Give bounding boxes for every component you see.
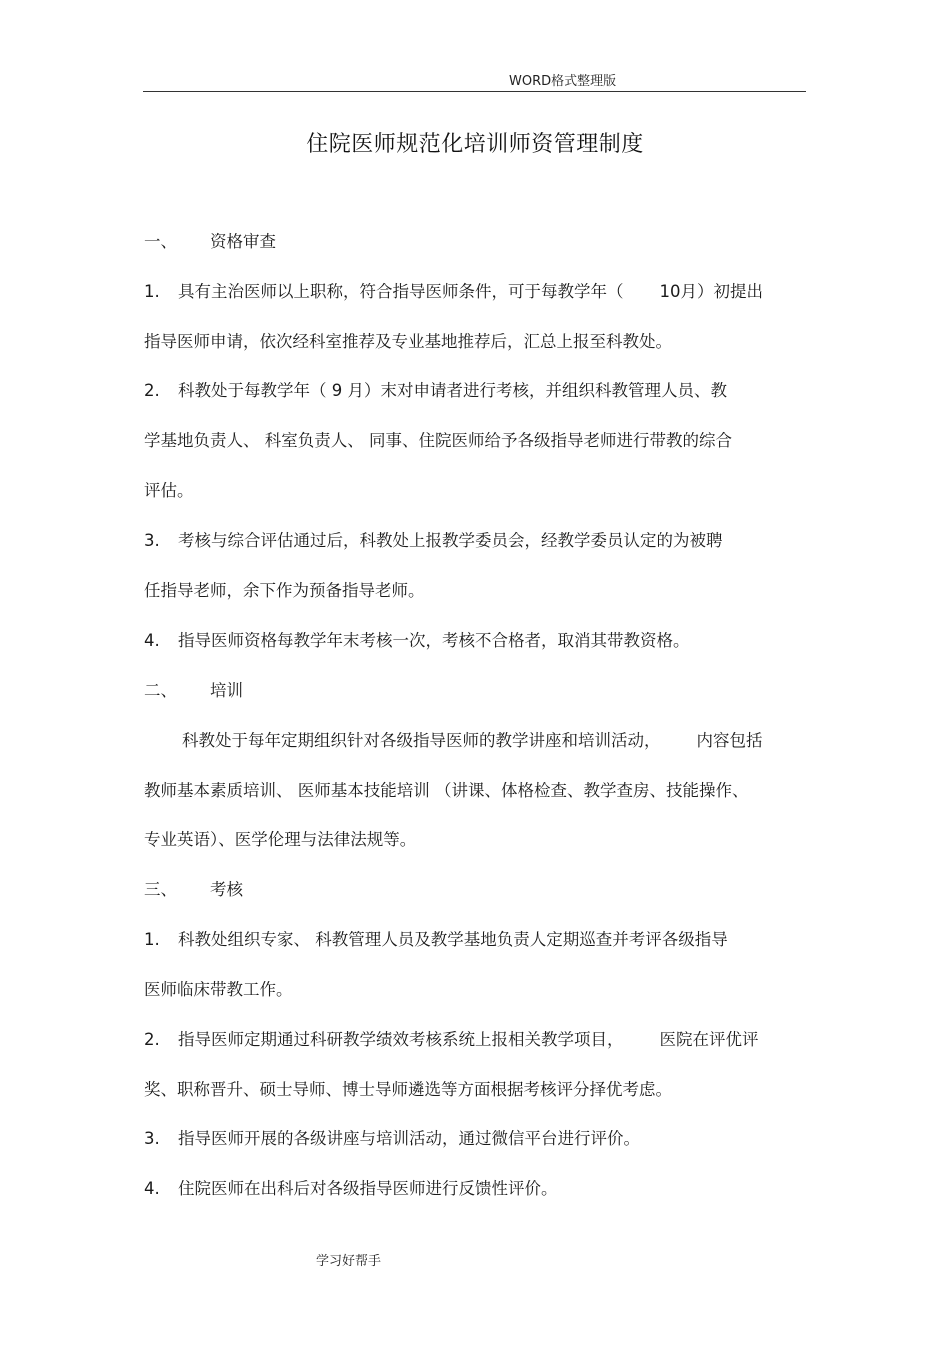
paragraph-line [144,379,727,403]
paragraph-line [144,1127,640,1151]
paragraph-line [144,529,723,553]
paragraph-line [182,729,763,753]
section-heading-3 [144,878,243,902]
item-text: 考核与综合评估通过后，科教处上报教学委员会，经教学委员认定的为被聘 [178,531,723,550]
item-text: 具有主治医师以上职称，符合指导医师条件，可于每教学年（ [178,282,624,301]
section-number: 二、 [144,681,177,700]
item-text: 指导医师定期通过科研教学绩效考核系统上报相关教学项目， [178,1030,624,1049]
paragraph-text: 科教处于每年定期组织针对各级指导医师的教学讲座和培训活动， [182,731,661,750]
paragraph-line: 学基地负责人、 科室负责人、 同事、住院医师给予各级指导老师进行带教的综合 [144,431,732,450]
paragraph-line: 教师基本素质培训、 医师基本技能培训 （讲课、体格检查、教学查房、技能操作、 [144,781,749,800]
page-header-text: WORD格式整理版 [509,74,617,89]
paragraph-line [144,1028,759,1052]
section-heading-text: 培训 [210,681,243,700]
item-number: 4. [144,1179,160,1198]
section-heading-text: 考核 [210,880,243,899]
paragraph-line: 专业英语）、医学伦理与法律法规等。 [144,830,417,849]
item-text-tail: 10月）初提出 [659,282,763,301]
page-footer-text: 学习好帮手 [316,1254,382,1269]
document-title: 住院医师规范化培训师资管理制度 [306,132,644,157]
paragraph-line [144,1177,558,1201]
item-text-tail: 医院在评优评 [659,1030,759,1049]
item-number: 1. [144,930,160,949]
item-text: 科教处组织专家、 科教管理人员及教学基地负责人定期巡查并考评各级指导 [178,930,728,949]
paragraph-line: 医师临床带教工作。 [144,980,293,999]
item-number: 2. [144,381,160,400]
paragraph-line: 奖、职称晋升、硕士导师、博士导师遴选等方面根据考核评分择优考虑。 [144,1080,672,1099]
paragraph-text-tail: 内容包括 [696,731,763,750]
paragraph-line [144,629,690,653]
section-heading-text: 资格审查 [210,232,276,251]
paragraph-line: 评估。 [144,481,194,500]
paragraph-line: 任指导老师，余下作为预备指导老师。 [144,581,425,600]
item-number: 1. [144,282,160,301]
section-number: 一、 [144,232,177,251]
header-rule [143,91,806,92]
item-number: 3. [144,1129,160,1148]
section-heading-1 [144,230,276,254]
item-number: 4. [144,631,160,650]
item-number: 2. [144,1030,160,1049]
item-text: 指导医师开展的各级讲座与培训活动，通过微信平台进行评价。 [178,1129,640,1148]
item-number: 3. [144,531,160,550]
paragraph-line [144,928,728,952]
section-heading-2 [144,679,243,703]
paragraph-line [144,280,763,304]
item-text: 科教处于每教学年（ 9 月）末对申请者进行考核，并组织科教管理人员、教 [178,381,727,400]
paragraph-line: 指导医师申请，依次经科室推荐及专业基地推荐后，汇总上报至科教处。 [144,332,672,351]
item-text: 指导医师资格每教学年末考核一次，考核不合格者，取消其带教资格。 [178,631,690,650]
item-text: 住院医师在出科后对各级指导医师进行反馈性评价。 [178,1179,558,1198]
section-number: 三、 [144,880,177,899]
